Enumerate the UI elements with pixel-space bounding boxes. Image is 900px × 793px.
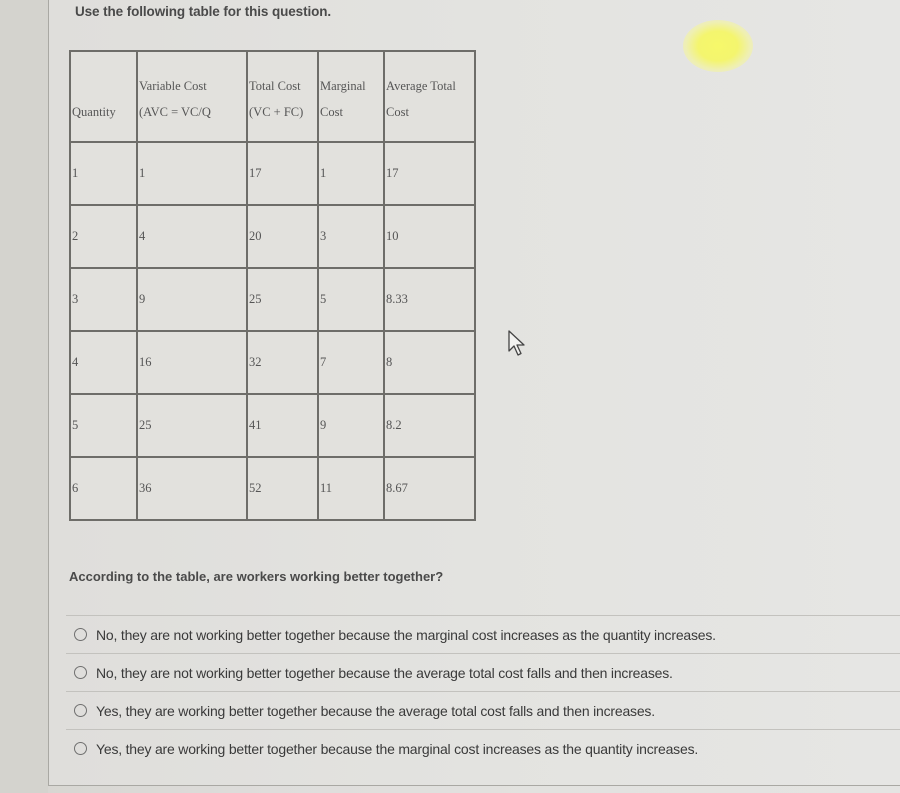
cell-variable-cost: 1 xyxy=(137,142,247,205)
mouse-pointer-icon xyxy=(507,329,529,359)
answer-option-3[interactable] xyxy=(66,692,900,729)
cell-quantity: 3 xyxy=(70,268,137,331)
cell-total-cost: 25 xyxy=(247,268,318,331)
cell-average-total-cost: 8.33 xyxy=(384,268,475,331)
table-row xyxy=(70,331,475,394)
answer-option-2[interactable] xyxy=(66,654,900,691)
table-row xyxy=(70,205,475,268)
header-total-cost: Total Cost (VC + FC) xyxy=(247,51,318,142)
cell-marginal-cost: 1 xyxy=(318,142,384,205)
cell-variable-cost: 25 xyxy=(137,394,247,457)
radio-button-icon[interactable] xyxy=(74,742,87,755)
cell-quantity: 5 xyxy=(70,394,137,457)
answer-option-label: Yes, they are working better together because the marginal cost increases as the quantity increases. xyxy=(96,740,699,757)
header-variable-cost: Variable Cost (AVC = VC/Q xyxy=(137,51,247,142)
photo-glare xyxy=(683,20,753,72)
cell-quantity: 1 xyxy=(70,142,137,205)
cell-average-total-cost: 17 xyxy=(384,142,475,205)
cell-average-total-cost: 8.2 xyxy=(384,394,475,457)
left-gutter xyxy=(0,0,48,793)
cell-total-cost: 41 xyxy=(247,394,318,457)
cell-marginal-cost: 11 xyxy=(318,457,384,520)
cell-total-cost: 32 xyxy=(247,331,318,394)
table-row xyxy=(70,142,475,205)
radio-button-icon[interactable] xyxy=(74,704,87,717)
cell-quantity: 4 xyxy=(70,331,137,394)
cell-total-cost: 52 xyxy=(247,457,318,520)
cell-quantity: 6 xyxy=(70,457,137,520)
cell-total-cost: 20 xyxy=(247,205,318,268)
answer-option-label: No, they are not working better together because the marginal cost increases as the quantity increases. xyxy=(96,626,716,643)
cell-variable-cost: 36 xyxy=(137,457,247,520)
intro-text: Use the following table for this question. xyxy=(75,4,332,19)
cost-table xyxy=(69,50,476,521)
table-row xyxy=(70,394,475,457)
answer-option-label: No, they are not working better together because the average total cost falls and then increases. xyxy=(96,664,673,681)
cell-quantity: 2 xyxy=(70,205,137,268)
header-marginal-cost: Marginal Cost xyxy=(318,51,384,142)
cell-average-total-cost: 8.67 xyxy=(384,457,475,520)
cell-variable-cost: 4 xyxy=(137,205,247,268)
answer-option-label: Yes, they are working better together because the average total cost falls and then increases. xyxy=(96,702,655,719)
cell-average-total-cost: 8 xyxy=(384,331,475,394)
table-row xyxy=(70,457,475,520)
answer-options xyxy=(66,615,900,767)
header-quantity: Quantity xyxy=(70,51,137,142)
cell-variable-cost: 16 xyxy=(137,331,247,394)
answer-option-1[interactable] xyxy=(66,616,900,653)
table-header-row xyxy=(70,51,475,142)
cell-variable-cost: 9 xyxy=(137,268,247,331)
cell-total-cost: 17 xyxy=(247,142,318,205)
cell-average-total-cost: 10 xyxy=(384,205,475,268)
answer-option-4[interactable] xyxy=(66,730,900,767)
table-row xyxy=(70,268,475,331)
header-average-total-cost: Average Total Cost xyxy=(384,51,475,142)
radio-button-icon[interactable] xyxy=(74,666,87,679)
radio-button-icon[interactable] xyxy=(74,628,87,641)
question-prompt: According to the table, are workers working better together? xyxy=(69,569,444,584)
cell-marginal-cost: 5 xyxy=(318,268,384,331)
cell-marginal-cost: 9 xyxy=(318,394,384,457)
cell-marginal-cost: 7 xyxy=(318,331,384,394)
cell-marginal-cost: 3 xyxy=(318,205,384,268)
